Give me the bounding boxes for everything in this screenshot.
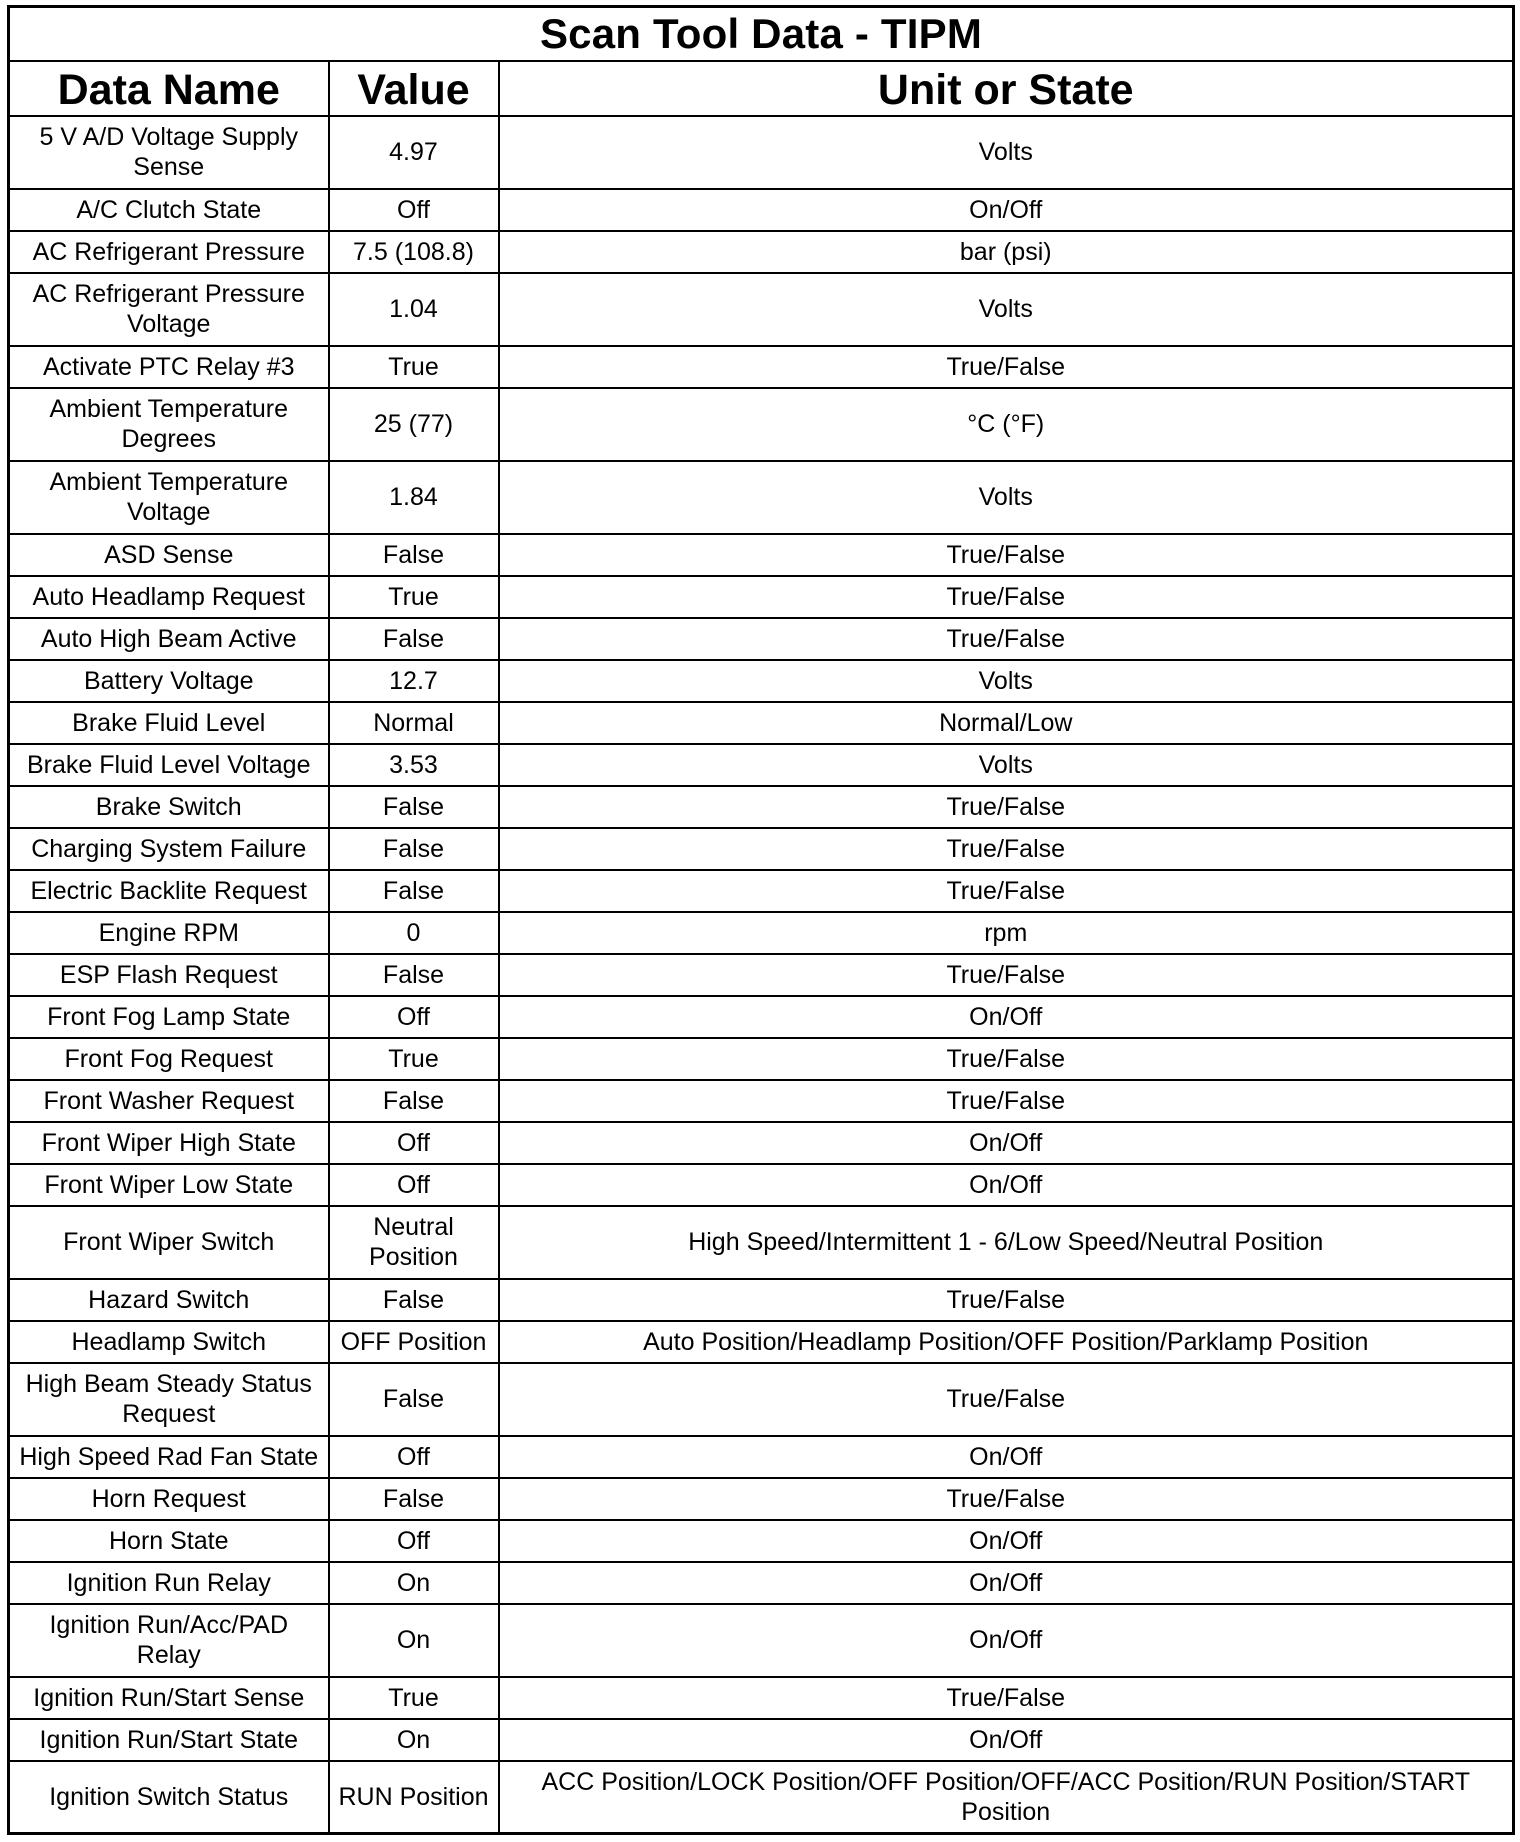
unit-or-state-cell: On/Off xyxy=(499,1520,1514,1562)
table-row xyxy=(9,576,1514,618)
table-row xyxy=(9,1520,1514,1562)
table-title: Scan Tool Data - TIPM xyxy=(9,7,1514,61)
unit-or-state-cell: True/False xyxy=(499,828,1514,870)
value-cell: Off xyxy=(329,189,499,231)
table-row xyxy=(9,618,1514,660)
table-row xyxy=(9,1206,1514,1279)
data-name-cell: Electric Backlite Request xyxy=(9,870,329,912)
unit-or-state-cell: rpm xyxy=(499,912,1514,954)
data-name-cell: 5 V A/D Voltage Supply Sense xyxy=(9,116,329,189)
table-row xyxy=(9,702,1514,744)
unit-or-state-cell: True/False xyxy=(499,618,1514,660)
unit-or-state-cell: ACC Position/LOCK Position/OFF Position/OFF/ACC Position/RUN Position/START Position xyxy=(499,1761,1514,1834)
unit-or-state-cell: Auto Position/Headlamp Position/OFF Position/Parklamp Position xyxy=(499,1321,1514,1363)
data-name-cell: ASD Sense xyxy=(9,534,329,576)
scan-tool-data-document xyxy=(7,5,1512,1835)
value-cell: 7.5 (108.8) xyxy=(329,231,499,273)
value-cell: Off xyxy=(329,996,499,1038)
data-name-cell: Front Fog Request xyxy=(9,1038,329,1080)
value-cell: False xyxy=(329,534,499,576)
data-name-cell: Ignition Run/Start State xyxy=(9,1719,329,1761)
table-row xyxy=(9,1164,1514,1206)
data-name-cell: AC Refrigerant Pressure Voltage xyxy=(9,273,329,346)
value-cell: True xyxy=(329,1038,499,1080)
value-cell: 25 (77) xyxy=(329,388,499,461)
value-cell: 0 xyxy=(329,912,499,954)
unit-or-state-cell: True/False xyxy=(499,1038,1514,1080)
data-name-cell: Ambient Temperature Voltage xyxy=(9,461,329,534)
table-row xyxy=(9,660,1514,702)
scan-tool-data-table xyxy=(7,5,1515,1835)
data-name-cell: Ignition Run/Acc/PAD Relay xyxy=(9,1604,329,1677)
value-cell: Off xyxy=(329,1122,499,1164)
value-cell: Off xyxy=(329,1520,499,1562)
data-name-cell: Auto High Beam Active xyxy=(9,618,329,660)
data-name-cell: Activate PTC Relay #3 xyxy=(9,346,329,388)
value-cell: 1.84 xyxy=(329,461,499,534)
value-cell: True xyxy=(329,576,499,618)
table-row xyxy=(9,231,1514,273)
data-name-cell: Hazard Switch xyxy=(9,1279,329,1321)
value-cell: False xyxy=(329,1279,499,1321)
data-name-cell: Front Washer Request xyxy=(9,1080,329,1122)
data-name-cell: Ignition Switch Status xyxy=(9,1761,329,1834)
value-cell: False xyxy=(329,786,499,828)
unit-or-state-cell: True/False xyxy=(499,1279,1514,1321)
unit-or-state-cell: On/Off xyxy=(499,996,1514,1038)
data-name-cell: Brake Fluid Level xyxy=(9,702,329,744)
unit-or-state-cell: On/Off xyxy=(499,1562,1514,1604)
table-row xyxy=(9,346,1514,388)
unit-or-state-cell: True/False xyxy=(499,1677,1514,1719)
value-cell: False xyxy=(329,1478,499,1520)
table-row xyxy=(9,116,1514,189)
data-name-cell: Headlamp Switch xyxy=(9,1321,329,1363)
data-name-cell: Front Wiper Switch xyxy=(9,1206,329,1279)
unit-or-state-cell: On/Off xyxy=(499,1436,1514,1478)
value-cell: On xyxy=(329,1719,499,1761)
data-name-cell: Ambient Temperature Degrees xyxy=(9,388,329,461)
table-row xyxy=(9,828,1514,870)
unit-or-state-cell: °C (°F) xyxy=(499,388,1514,461)
data-name-cell: Engine RPM xyxy=(9,912,329,954)
table-row xyxy=(9,1562,1514,1604)
value-cell: 3.53 xyxy=(329,744,499,786)
data-name-cell: High Speed Rad Fan State xyxy=(9,1436,329,1478)
table-row xyxy=(9,388,1514,461)
value-cell: Off xyxy=(329,1436,499,1478)
unit-or-state-cell: Volts xyxy=(499,660,1514,702)
unit-or-state-cell: High Speed/Intermittent 1 - 6/Low Speed/Neutral Position xyxy=(499,1206,1514,1279)
table-row xyxy=(9,786,1514,828)
unit-or-state-cell: True/False xyxy=(499,954,1514,996)
data-name-cell: Ignition Run/Start Sense xyxy=(9,1677,329,1719)
unit-or-state-cell: Volts xyxy=(499,116,1514,189)
data-name-cell: AC Refrigerant Pressure xyxy=(9,231,329,273)
unit-or-state-cell: True/False xyxy=(499,1363,1514,1436)
value-cell: 1.04 xyxy=(329,273,499,346)
table-row xyxy=(9,744,1514,786)
data-name-cell: High Beam Steady Status Request xyxy=(9,1363,329,1436)
unit-or-state-cell: True/False xyxy=(499,1478,1514,1520)
data-name-cell: Ignition Run Relay xyxy=(9,1562,329,1604)
table-row xyxy=(9,870,1514,912)
table-row xyxy=(9,273,1514,346)
value-cell: False xyxy=(329,1363,499,1436)
value-cell: RUN Position xyxy=(329,1761,499,1834)
unit-or-state-cell: On/Off xyxy=(499,1719,1514,1761)
column-header-value: Value xyxy=(329,61,499,116)
table-row xyxy=(9,461,1514,534)
value-cell: Normal xyxy=(329,702,499,744)
data-name-cell: Front Wiper Low State xyxy=(9,1164,329,1206)
value-cell: Neutral Position xyxy=(329,1206,499,1279)
table-row xyxy=(9,1677,1514,1719)
unit-or-state-cell: Normal/Low xyxy=(499,702,1514,744)
unit-or-state-cell: Volts xyxy=(499,461,1514,534)
unit-or-state-cell: True/False xyxy=(499,870,1514,912)
table-row xyxy=(9,1761,1514,1834)
data-name-cell: Horn Request xyxy=(9,1478,329,1520)
value-cell: False xyxy=(329,870,499,912)
value-cell: False xyxy=(329,1080,499,1122)
table-row xyxy=(9,534,1514,576)
unit-or-state-cell: bar (psi) xyxy=(499,231,1514,273)
value-cell: On xyxy=(329,1604,499,1677)
table-row xyxy=(9,1122,1514,1164)
value-cell: False xyxy=(329,828,499,870)
table-row xyxy=(9,1719,1514,1761)
table-row xyxy=(9,1436,1514,1478)
data-name-cell: Auto Headlamp Request xyxy=(9,576,329,618)
title-row xyxy=(9,7,1514,61)
value-cell: 4.97 xyxy=(329,116,499,189)
unit-or-state-cell: On/Off xyxy=(499,1122,1514,1164)
unit-or-state-cell: Volts xyxy=(499,273,1514,346)
data-name-cell: Horn State xyxy=(9,1520,329,1562)
value-cell: OFF Position xyxy=(329,1321,499,1363)
unit-or-state-cell: On/Off xyxy=(499,1604,1514,1677)
value-cell: True xyxy=(329,346,499,388)
value-cell: Off xyxy=(329,1164,499,1206)
data-name-cell: A/C Clutch State xyxy=(9,189,329,231)
table-row xyxy=(9,1604,1514,1677)
table-row xyxy=(9,189,1514,231)
table-body xyxy=(9,116,1514,1834)
unit-or-state-cell: True/False xyxy=(499,786,1514,828)
data-name-cell: Charging System Failure xyxy=(9,828,329,870)
value-cell: True xyxy=(329,1677,499,1719)
data-name-cell: Front Fog Lamp State xyxy=(9,996,329,1038)
value-cell: On xyxy=(329,1562,499,1604)
value-cell: False xyxy=(329,618,499,660)
unit-or-state-cell: True/False xyxy=(499,534,1514,576)
column-header-unit-or-state: Unit or State xyxy=(499,61,1514,116)
table-row xyxy=(9,996,1514,1038)
unit-or-state-cell: Volts xyxy=(499,744,1514,786)
unit-or-state-cell: True/False xyxy=(499,346,1514,388)
header-row xyxy=(9,61,1514,116)
table-row xyxy=(9,1321,1514,1363)
table-row xyxy=(9,1080,1514,1122)
value-cell: 12.7 xyxy=(329,660,499,702)
column-header-data-name: Data Name xyxy=(9,61,329,116)
table-row xyxy=(9,1279,1514,1321)
table-row xyxy=(9,1038,1514,1080)
data-name-cell: Brake Switch xyxy=(9,786,329,828)
unit-or-state-cell: True/False xyxy=(499,576,1514,618)
table-row xyxy=(9,912,1514,954)
table-row xyxy=(9,1363,1514,1436)
data-name-cell: Battery Voltage xyxy=(9,660,329,702)
unit-or-state-cell: True/False xyxy=(499,1080,1514,1122)
table-row xyxy=(9,954,1514,996)
value-cell: False xyxy=(329,954,499,996)
data-name-cell: ESP Flash Request xyxy=(9,954,329,996)
data-name-cell: Brake Fluid Level Voltage xyxy=(9,744,329,786)
unit-or-state-cell: On/Off xyxy=(499,1164,1514,1206)
table-row xyxy=(9,1478,1514,1520)
data-name-cell: Front Wiper High State xyxy=(9,1122,329,1164)
unit-or-state-cell: On/Off xyxy=(499,189,1514,231)
